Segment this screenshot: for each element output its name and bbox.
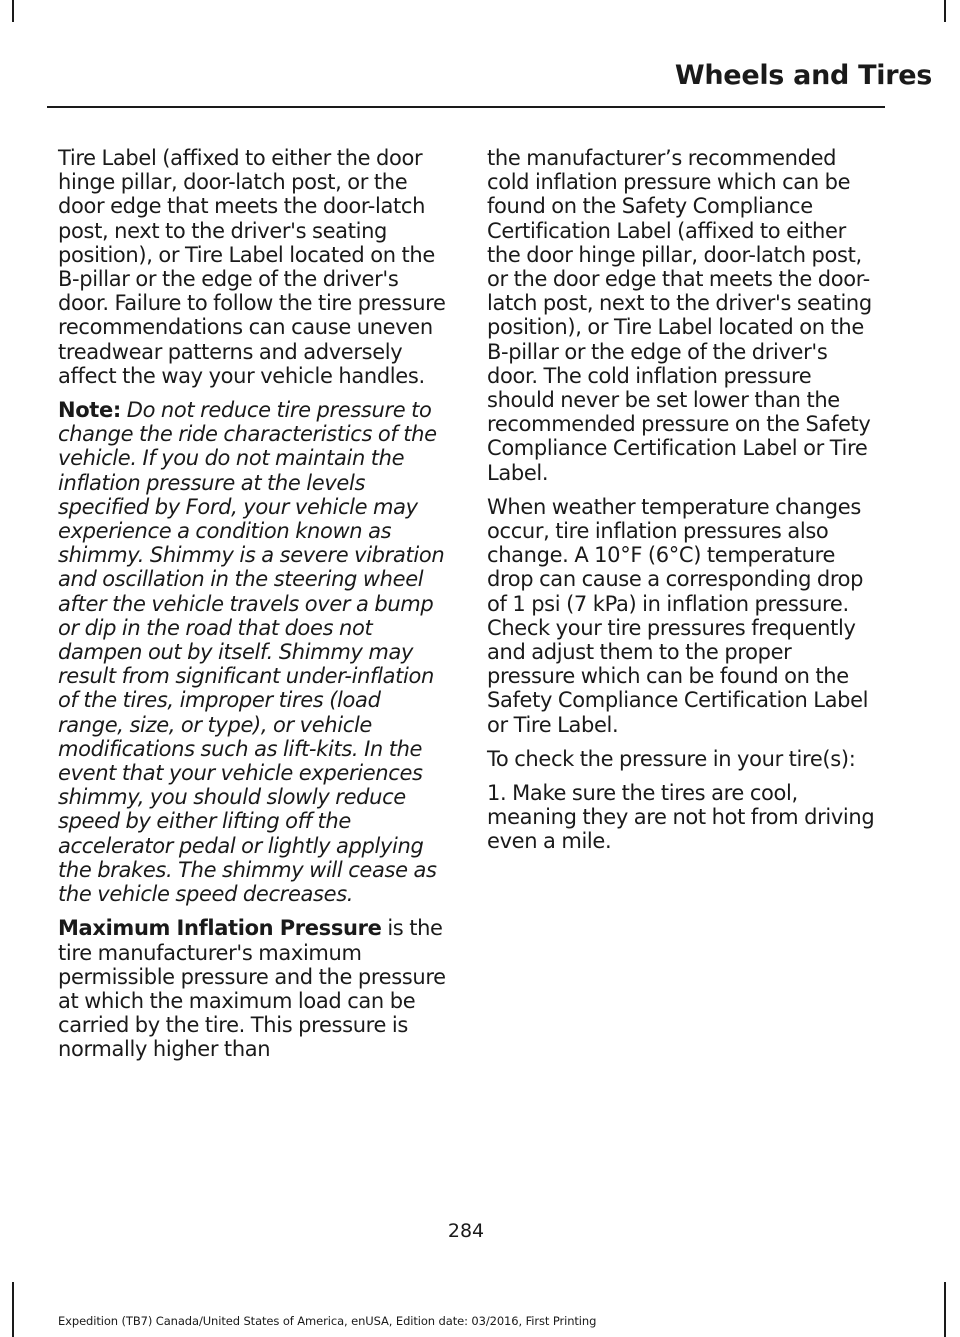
maximum-inflation-label: Maximum Inflation Pressure: [58, 916, 382, 941]
maximum-inflation-paragraph: [58, 916, 448, 1061]
crop-mark-bottom-left: [12, 1282, 14, 1337]
footer-edition-info: Expedition (TB7) Canada/United States of America, enUSA, Edition date: 03/2016, First Printing: [58, 1314, 597, 1328]
crop-mark-bottom-right: [944, 1282, 946, 1337]
step-1: 1. Make sure the tires are cool, meaning they are not hot from driving even a mile.: [487, 781, 875, 854]
temperature-paragraph: When weather temperature changes occur, tire inflation pressures also change. A 10°F (6°C) temperature drop can cause a corresponding drop of 1 psi (7 kPa) in inflation pressure. Check your tire pressures frequently and adjust them to the proper pressure which can be found on the Safety Compliance Certification Label or Tire Label.: [487, 494, 869, 737]
crop-mark-top-right: [944, 0, 946, 22]
tire-label-paragraph: Tire Label (affixed to either the door hinge pillar, door-latch post, or the door edge that meets the door-latch post, next to the driver's seating position), or Tire Label located on the B-pillar or the edge of the driver's door. Failure to follow the tire pressure recommendations can cause uneven treadwear patterns and adversely affect the way your vehicle handles.: [58, 146, 446, 388]
page-number: 284: [447, 1220, 485, 1242]
recommended-pressure-paragraph: the manufacturer’s recommended cold inflation pressure which can be found on the Safety Compliance Certification Label (affixed to either the door hinge pillar, door-latch post, or the door edge that meets the door-latch post, next to the driver's seating position), or Tire Label located on the B-pillar or the edge of the driver's door. The cold inflation pressure should never be set lower than the recommended pressure on the Safety Compliance Certification Label or Tire Label.: [487, 146, 872, 485]
crop-mark-top-left: [12, 0, 14, 22]
note-paragraph: [58, 398, 448, 906]
check-pressure-intro: To check the pressure in your tire(s):: [487, 746, 856, 771]
header-divider: [47, 106, 885, 108]
right-column: [487, 146, 877, 864]
note-label: Note:: [58, 398, 121, 423]
note-text: Do not reduce tire pressure to change the ride characteristics of the vehicle. If you do not maintain the inflation pressure at the levels specified by Ford, your vehicle may experience a condition known as shimmy. Shimmy is a severe vibration and oscillation in the steering wheel after the vehicle travels over a bump or dip in the road that does not dampen out by itself. Shimmy may result from significant under-inflation of the tires, improper tires (load range, size, or type), or vehicle modifications such as lift-kits. In the event that your vehicle experiences shimmy, you should slowly reduce speed by either lifting off the accelerator pedal or lightly applying the brakes. The shimmy will cease as the vehicle speed decreases.: [58, 398, 445, 907]
maximum-inflation-text: is the tire manufacturer's maximum permissible pressure and the pressure at which the maximum load can be carried by the tire. This pressure is normally higher than: [58, 916, 446, 1062]
left-column: [58, 146, 448, 1072]
page-title: Wheels and Tires: [674, 60, 932, 91]
